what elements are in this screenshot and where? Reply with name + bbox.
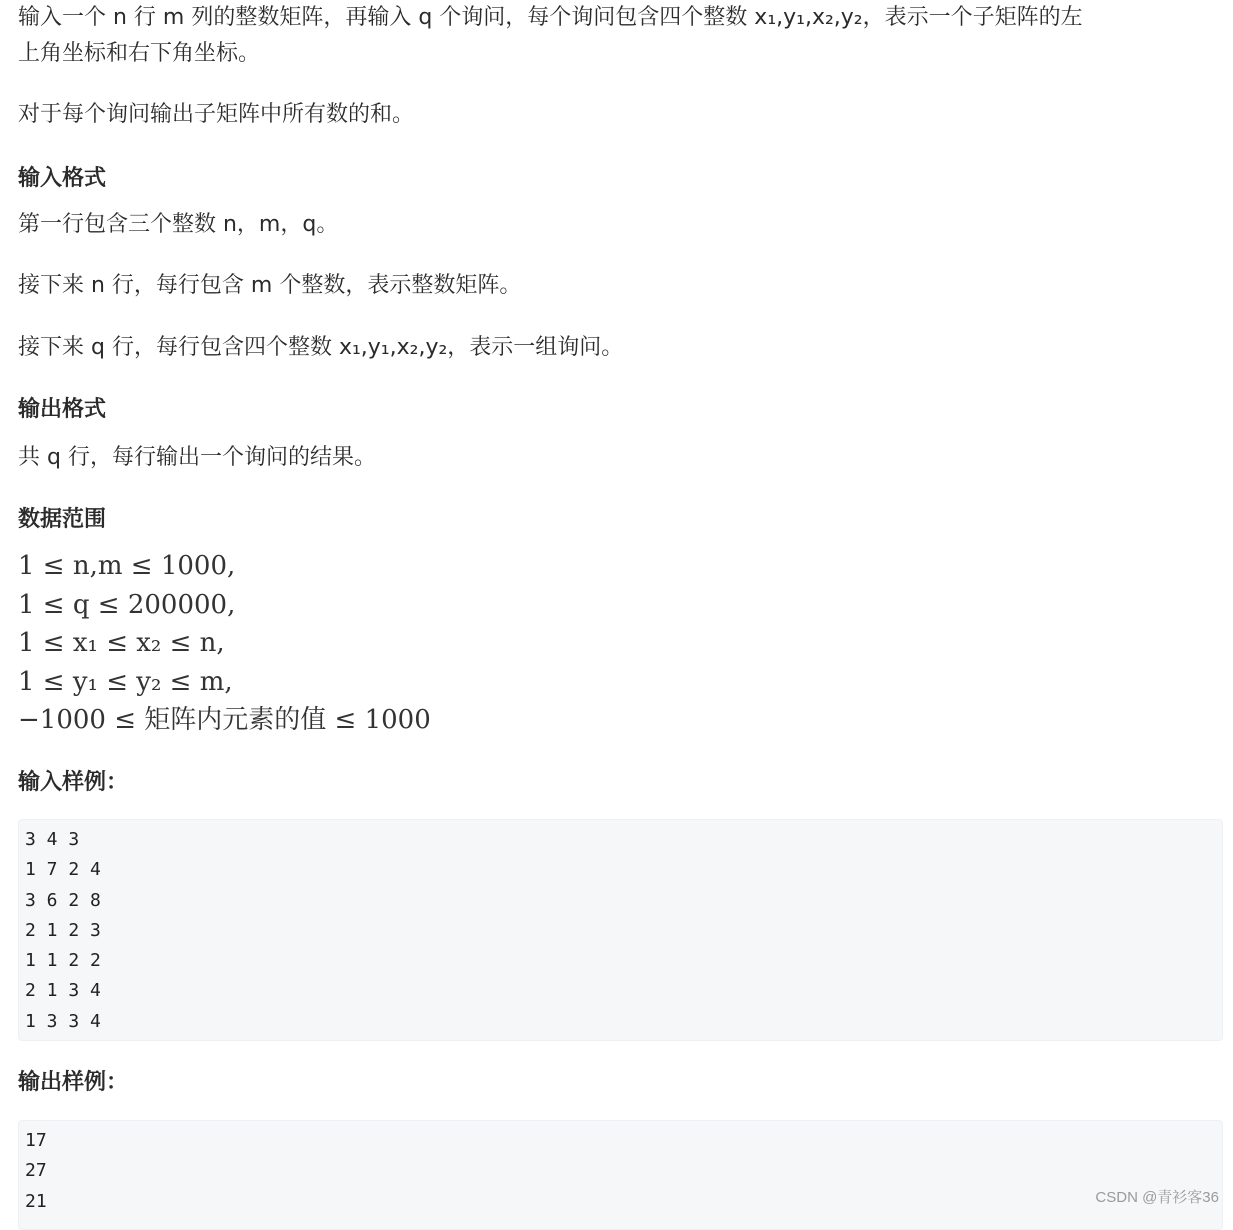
code-line: 2 1 2 3 [25,919,101,941]
sample-input-heading: 输入样例： [18,770,129,795]
intro-line-2: 上角坐标和右下角坐标。 [18,41,261,66]
sample-output-heading: 输出样例： [18,1070,129,1095]
sample-output-code [18,1120,1223,1230]
input-format-heading: 输入格式 [18,166,107,191]
range-line: 1 ≤ q ≤ 200000, [18,589,236,620]
range-line: 1 ≤ n,m ≤ 1000, [18,551,236,581]
code-line: 27 [25,1160,47,1182]
range-line: 1 ≤ x₁ ≤ x₂ ≤ n, [18,628,225,659]
input-format-line-2: 接下来 n 行，每行包含 m 个整数，表示整数矩阵。 [18,273,522,298]
range-line: 1 ≤ y₁ ≤ y₂ ≤ m, [18,666,233,697]
code-line: 1 3 3 4 [25,1010,101,1032]
output-format-heading: 输出格式 [18,397,107,422]
code-line: 2 1 3 4 [25,980,101,1002]
code-line: 21 [25,1190,47,1212]
input-format-line-1: 第一行包含三个整数 n，m，q。 [18,212,339,237]
code-line: 1 7 2 4 [25,859,101,881]
code-line: 1 1 2 2 [25,950,101,972]
output-format-line-1: 共 q 行，每行输出一个询问的结果。 [18,445,376,470]
intro-line-3: 对于每个询问输出子矩阵中所有数的和。 [18,102,415,127]
code-line: 3 6 2 8 [25,889,101,911]
watermark: CSDN @青衫客36 [1095,1189,1219,1206]
code-line: 3 4 3 [25,829,80,850]
data-range-block [18,547,431,740]
intro-line-1: 输入一个 n 行 m 列的整数矩阵，再输入 q 个询问，每个询问包含四个整数 x₁,y₁,x₂,y₂，表示一个子矩阵的左 [18,5,1083,30]
input-format-line-3: 接下来 q 行，每行包含四个整数 x₁,y₁,x₂,y₂，表示一组询问。 [18,335,624,360]
data-range-heading: 数据范围 [18,507,107,532]
code-line: 17 [25,1130,47,1151]
range-line: −1000 ≤ 矩阵内元素的值 ≤ 1000 [18,705,431,736]
sample-input-code [18,819,1223,1041]
